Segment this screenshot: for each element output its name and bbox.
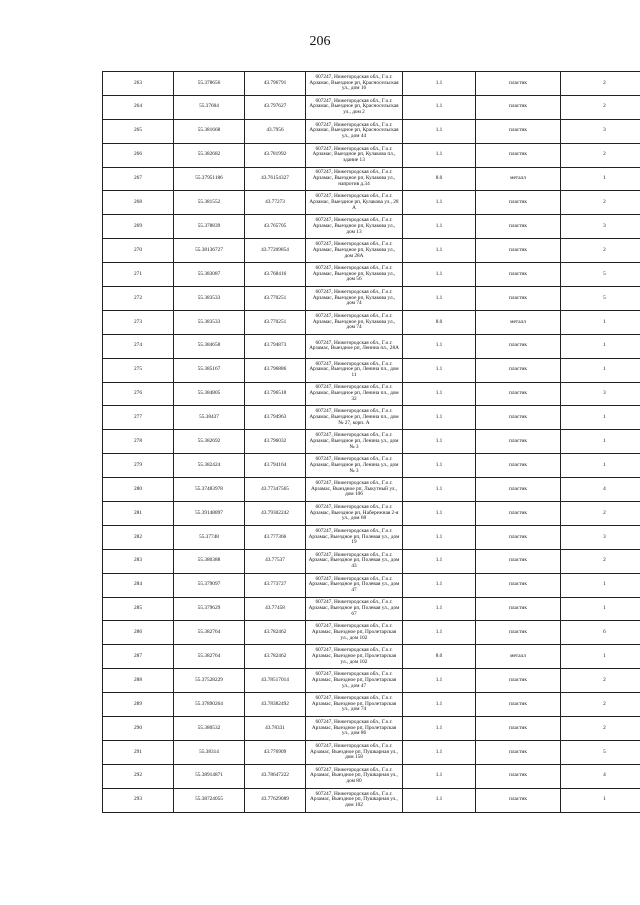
volume-cell: 1.1 (403, 764, 476, 788)
longitude-cell: 43.79302242 (245, 502, 306, 526)
latitude-cell: 55.37748 (174, 525, 245, 549)
table-row (103, 525, 640, 549)
longitude-cell: 43.781992 (245, 143, 306, 167)
latitude-cell: 55.381552 (174, 191, 245, 215)
latitude-cell: 55.37951186 (174, 167, 245, 191)
row-number: 290 (103, 717, 174, 741)
count-cell: 1 (561, 788, 640, 812)
material-cell: пластик (476, 382, 561, 406)
volume-cell: 1.1 (403, 263, 476, 287)
latitude-cell: 55.384658 (174, 334, 245, 358)
table-row (103, 334, 640, 358)
address-cell: 607247, Нижегородская обл., Г.о.г. Арзамас, Выездное рп, Красносельская ул., дом 44 (306, 119, 403, 143)
table-row (103, 358, 640, 382)
material-cell: пластик (476, 406, 561, 430)
volume-cell: 8.0 (403, 310, 476, 334)
volume-cell: 1.1 (403, 788, 476, 812)
material-cell: металл (476, 167, 561, 191)
address-cell: 607247, Нижегородская обл., Г.о.г. Арзамас, Выездное рп, Пушкарная ул., дом 102 (306, 788, 403, 812)
count-cell: 5 (561, 740, 640, 764)
latitude-cell: 55.37483978 (174, 478, 245, 502)
longitude-cell: 43.796518 (245, 382, 306, 406)
longitude-cell: 43.770251 (245, 310, 306, 334)
table-row (103, 72, 640, 96)
latitude-cell: 55.381668 (174, 119, 245, 143)
row-number: 269 (103, 215, 174, 239)
volume-cell: 1.1 (403, 454, 476, 478)
table-body (103, 72, 640, 813)
address-cell: 607247, Нижегородская обл., Г.о.г. Арзамас, Выездное рп, Пролетарская ул., дом 86 (306, 717, 403, 741)
row-number: 283 (103, 549, 174, 573)
address-cell: 607247, Нижегородская обл., Г.о.г. Арзамас, Выездное рп, Ленина пл., дом № 27, корп. А (306, 406, 403, 430)
material-cell: пластик (476, 287, 561, 311)
material-cell: пластик (476, 215, 561, 239)
count-cell: 3 (561, 119, 640, 143)
count-cell: 1 (561, 454, 640, 478)
page-number: 206 (309, 34, 331, 49)
volume-cell: 1.1 (403, 502, 476, 526)
row-number: 273 (103, 310, 174, 334)
count-cell: 1 (561, 167, 640, 191)
material-cell: пластик (476, 669, 561, 693)
row-number: 284 (103, 573, 174, 597)
row-number: 265 (103, 119, 174, 143)
table-row (103, 669, 640, 693)
address-cell: 607247, Нижегородская обл., Г.о.г. Арзамас, Выездное рп, Полевая ул., дом 47 (306, 573, 403, 597)
longitude-cell: 43.776909 (245, 740, 306, 764)
row-number: 271 (103, 263, 174, 287)
table-row (103, 382, 640, 406)
count-cell: 1 (561, 334, 640, 358)
volume-cell: 1.1 (403, 478, 476, 502)
volume-cell: 1.1 (403, 549, 476, 573)
count-cell: 6 (561, 621, 640, 645)
longitude-cell: 43.78382492 (245, 693, 306, 717)
count-cell: 2 (561, 95, 640, 119)
material-cell: пластик (476, 478, 561, 502)
longitude-cell: 43.770251 (245, 287, 306, 311)
latitude-cell: 55.382692 (174, 430, 245, 454)
count-cell: 3 (561, 382, 640, 406)
longitude-cell: 43.78331 (245, 717, 306, 741)
table-row (103, 406, 640, 430)
latitude-cell: 55.380388 (174, 549, 245, 573)
longitude-cell: 43.794873 (245, 334, 306, 358)
volume-cell: 1.1 (403, 525, 476, 549)
table-row (103, 215, 640, 239)
longitude-cell: 43.77209854 (245, 239, 306, 263)
latitude-cell: 55.38314 (174, 740, 245, 764)
row-number: 264 (103, 95, 174, 119)
table-row (103, 119, 640, 143)
count-cell: 2 (561, 549, 640, 573)
material-cell: пластик (476, 717, 561, 741)
count-cell: 2 (561, 72, 640, 96)
latitude-cell: 55.37890264 (174, 693, 245, 717)
count-cell: 1 (561, 430, 640, 454)
row-number: 274 (103, 334, 174, 358)
latitude-cell: 55.37604 (174, 95, 245, 119)
material-cell: пластик (476, 143, 561, 167)
volume-cell: 1.1 (403, 239, 476, 263)
address-cell: 607247, Нижегородская обл., Г.о.г. Арзамас, Выездное рп, Пролетарская ул., дом 102 (306, 645, 403, 669)
latitude-cell: 55.382682 (174, 143, 245, 167)
address-cell: 607247, Нижегородская обл., Г.о.г. Арзамас, Выездное рп, Пушкарная ул., дом 80 (306, 764, 403, 788)
count-cell: 2 (561, 191, 640, 215)
volume-cell: 1.1 (403, 669, 476, 693)
volume-cell: 1.1 (403, 573, 476, 597)
volume-cell: 8.0 (403, 645, 476, 669)
volume-cell: 1.1 (403, 406, 476, 430)
count-cell: 2 (561, 669, 640, 693)
address-cell: 607247, Нижегородская обл., Г.о.г. Арзамас, Выездное рп, Пролетарская ул., дом 47 (306, 669, 403, 693)
latitude-cell: 55.39148897 (174, 502, 245, 526)
table-row (103, 597, 640, 621)
count-cell: 1 (561, 573, 640, 597)
material-cell: пластик (476, 95, 561, 119)
table-row (103, 143, 640, 167)
material-cell: пластик (476, 740, 561, 764)
table-row (103, 478, 640, 502)
volume-cell: 1.1 (403, 693, 476, 717)
latitude-cell: 55.383533 (174, 287, 245, 311)
longitude-cell: 43.77537 (245, 549, 306, 573)
row-number: 285 (103, 597, 174, 621)
count-cell: 4 (561, 478, 640, 502)
count-cell: 1 (561, 310, 640, 334)
volume-cell: 1.1 (403, 143, 476, 167)
material-cell: пластик (476, 549, 561, 573)
volume-cell: 1.1 (403, 430, 476, 454)
table-row (103, 621, 640, 645)
address-cell: 607247, Нижегородская обл., Г.о.г. Арзамас, Выездное рп, Ленина пл., дом 32 (306, 382, 403, 406)
row-number: 268 (103, 191, 174, 215)
row-number: 263 (103, 72, 174, 96)
row-number: 266 (103, 143, 174, 167)
count-cell: 5 (561, 263, 640, 287)
material-cell: пластик (476, 573, 561, 597)
table-row (103, 693, 640, 717)
material-cell: пластик (476, 72, 561, 96)
volume-cell: 1.1 (403, 740, 476, 764)
table-row (103, 717, 640, 741)
table-row (103, 740, 640, 764)
latitude-cell: 55.383533 (174, 310, 245, 334)
volume-cell: 1.1 (403, 334, 476, 358)
address-cell: 607247, Нижегородская обл., Г.о.г. Арзамас, Выездное рп, Пролетарская ул., дом 74 (306, 693, 403, 717)
table-row (103, 310, 640, 334)
count-cell: 2 (561, 502, 640, 526)
volume-cell: 1.1 (403, 717, 476, 741)
latitude-cell: 55.38724055 (174, 788, 245, 812)
address-cell: 607247, Нижегородская обл., Г.о.г. Арзамас, Выездное рп, Ленина пл., 28А (306, 334, 403, 358)
latitude-cell: 55.38914871 (174, 764, 245, 788)
latitude-cell: 55.383087 (174, 263, 245, 287)
longitude-cell: 43.794164 (245, 454, 306, 478)
longitude-cell: 43.782462 (245, 621, 306, 645)
address-cell: 607247, Нижегородская обл., Г.о.г. Арзамас, Выездное рп, Кулакова ул., дом 74 (306, 287, 403, 311)
latitude-cell: 55.379629 (174, 597, 245, 621)
row-number: 275 (103, 358, 174, 382)
count-cell: 2 (561, 717, 640, 741)
material-cell: пластик (476, 430, 561, 454)
material-cell: пластик (476, 597, 561, 621)
table-row (103, 167, 640, 191)
row-number: 276 (103, 382, 174, 406)
longitude-cell: 43.78517014 (245, 669, 306, 693)
row-number: 291 (103, 740, 174, 764)
longitude-cell: 43.77347565 (245, 478, 306, 502)
latitude-cell: 55.385167 (174, 358, 245, 382)
volume-cell: 8.0 (403, 167, 476, 191)
material-cell: металл (476, 310, 561, 334)
address-cell: 607247, Нижегородская обл., Г.о.г. Арзамас, Выездное рп, Ленина пл., дом 11 (306, 358, 403, 382)
address-cell: 607247, Нижегородская обл., Г.о.г. Арзамас, Выездное рп, Набережная 2-я ул., дом 68 (306, 502, 403, 526)
row-number: 293 (103, 788, 174, 812)
address-cell: 607247, Нижегородская обл., Г.о.г. Арзамас, Выездное рп, Красносельская ул., дом 2 (306, 95, 403, 119)
count-cell: 2 (561, 143, 640, 167)
row-number: 279 (103, 454, 174, 478)
address-cell: 607247, Нижегородская обл., Г.о.г. Арзамас, Выездное рп, Кулакова ул., напротив д.34 (306, 167, 403, 191)
address-cell: 607247, Нижегородская обл., Г.о.г. Арзамас, Выездное рп, Ленина ул., дом № 3 (306, 454, 403, 478)
table-row (103, 573, 640, 597)
address-cell: 607247, Нижегородская обл., Г.о.г. Арзамас, Выездное рп, Полевая ул., дом 67 (306, 597, 403, 621)
volume-cell: 1.1 (403, 119, 476, 143)
address-cell: 607247, Нижегородская обл., Г.о.г. Арзамас, Выездное рп, Красносельская ул., дом 16 (306, 72, 403, 96)
address-cell: 607247, Нижегородская обл., Г.о.г. Арзамас, Выездное рп, Кулакова ул., дом 28А (306, 239, 403, 263)
material-cell: пластик (476, 788, 561, 812)
address-cell: 607247, Нижегородская обл., Г.о.г. Арзамас, Выездное рп, Полевая ул., дом 19 (306, 525, 403, 549)
address-cell: 607247, Нижегородская обл., Г.о.г. Арзамас, Выездное рп, Кулакова ул., дом 74 (306, 310, 403, 334)
volume-cell: 1.1 (403, 382, 476, 406)
table-row (103, 764, 640, 788)
volume-cell: 1.1 (403, 72, 476, 96)
table-row (103, 645, 640, 669)
address-cell: 607247, Нижегородская обл., Г.о.г. Арзамас, Выездное рп, Кулакова ул., дом 13 (306, 215, 403, 239)
material-cell: пластик (476, 621, 561, 645)
longitude-cell: 43.773727 (245, 573, 306, 597)
address-cell: 607247, Нижегородская обл., Г.о.г. Арзамас, Выездное рп, Кулакова пл., здание 13 (306, 143, 403, 167)
volume-cell: 1.1 (403, 621, 476, 645)
latitude-cell: 55.378656 (174, 72, 245, 96)
volume-cell: 1.1 (403, 215, 476, 239)
latitude-cell: 55.380532 (174, 717, 245, 741)
material-cell: пластик (476, 119, 561, 143)
row-number: 272 (103, 287, 174, 311)
row-number: 282 (103, 525, 174, 549)
table-row (103, 502, 640, 526)
table-row (103, 95, 640, 119)
latitude-cell: 55.382764 (174, 645, 245, 669)
latitude-cell: 55.382424 (174, 454, 245, 478)
latitude-cell: 55.378839 (174, 215, 245, 239)
row-number: 270 (103, 239, 174, 263)
material-cell: пластик (476, 454, 561, 478)
longitude-cell: 43.796886 (245, 358, 306, 382)
material-cell: пластик (476, 693, 561, 717)
volume-cell: 1.1 (403, 597, 476, 621)
row-number: 288 (103, 669, 174, 693)
material-cell: пластик (476, 502, 561, 526)
latitude-cell: 55.38136727 (174, 239, 245, 263)
address-cell: 607247, Нижегородская обл., Г.о.г. Арзамас, Выездное рп, Кулакова ул., дом 56 (306, 263, 403, 287)
count-cell: 5 (561, 287, 640, 311)
table-row (103, 239, 640, 263)
table-row (103, 287, 640, 311)
container-sites-table (102, 71, 640, 813)
address-cell: 607247, Нижегородская обл., Г.о.г. Арзамас, Выездное рп, Ленина ул., дом № 3 (306, 430, 403, 454)
row-number: 289 (103, 693, 174, 717)
latitude-cell: 55.37528229 (174, 669, 245, 693)
table-row (103, 191, 640, 215)
material-cell: пластик (476, 191, 561, 215)
longitude-cell: 43.77629089 (245, 788, 306, 812)
address-cell: 607247, Нижегородская обл., Г.о.г. Арзамас, Выездное рп, Полевая ул., дом 43 (306, 549, 403, 573)
latitude-cell: 55.382764 (174, 621, 245, 645)
volume-cell: 1.1 (403, 358, 476, 382)
longitude-cell: 43.782462 (245, 645, 306, 669)
material-cell: пластик (476, 263, 561, 287)
row-number: 277 (103, 406, 174, 430)
row-number: 267 (103, 167, 174, 191)
latitude-cell: 55.384805 (174, 382, 245, 406)
material-cell: пластик (476, 764, 561, 788)
table-row (103, 549, 640, 573)
address-cell: 607247, Нижегородская обл., Г.о.г. Арзамас, Выездное рп, Пролетарская ул., дом 102 (306, 621, 403, 645)
count-cell: 1 (561, 645, 640, 669)
longitude-cell: 43.77273 (245, 191, 306, 215)
table-row (103, 788, 640, 812)
longitude-cell: 43.76154327 (245, 167, 306, 191)
longitude-cell: 43.777366 (245, 525, 306, 549)
address-cell: 607247, Нижегородская обл., Г.о.г. Арзамас, Выездное рп, Кулакова ул., 28 А (306, 191, 403, 215)
count-cell: 1 (561, 597, 640, 621)
material-cell: пластик (476, 334, 561, 358)
longitude-cell: 43.794963 (245, 406, 306, 430)
material-cell: пластик (476, 525, 561, 549)
latitude-cell: 55.379097 (174, 573, 245, 597)
material-cell: металл (476, 645, 561, 669)
address-cell: 607247, Нижегородская обл., Г.о.г. Арзамас, Выездное рп, Пушкарная ул., дом 158 (306, 740, 403, 764)
longitude-cell: 43.78647222 (245, 764, 306, 788)
count-cell: 4 (561, 764, 640, 788)
count-cell: 3 (561, 525, 640, 549)
address-cell: 607247, Нижегородская обл., Г.о.г. Арзамас, Выездное рп, Лыкутный ул., дом 106 (306, 478, 403, 502)
row-number: 286 (103, 621, 174, 645)
longitude-cell: 43.768416 (245, 263, 306, 287)
volume-cell: 1.1 (403, 95, 476, 119)
longitude-cell: 43.77458 (245, 597, 306, 621)
table-row (103, 454, 640, 478)
longitude-cell: 43.796032 (245, 430, 306, 454)
row-number: 292 (103, 764, 174, 788)
volume-cell: 1.1 (403, 287, 476, 311)
row-number: 281 (103, 502, 174, 526)
count-cell: 2 (561, 693, 640, 717)
volume-cell: 1.1 (403, 191, 476, 215)
latitude-cell: 55.38437 (174, 406, 245, 430)
longitude-cell: 43.765705 (245, 215, 306, 239)
count-cell: 1 (561, 358, 640, 382)
row-number: 280 (103, 478, 174, 502)
table-row (103, 430, 640, 454)
row-number: 278 (103, 430, 174, 454)
count-cell: 1 (561, 406, 640, 430)
longitude-cell: 43.796791 (245, 72, 306, 96)
count-cell: 3 (561, 215, 640, 239)
count-cell: 2 (561, 239, 640, 263)
table-row (103, 263, 640, 287)
material-cell: пластик (476, 358, 561, 382)
material-cell: пластик (476, 239, 561, 263)
longitude-cell: 43.7956 (245, 119, 306, 143)
longitude-cell: 43.797627 (245, 95, 306, 119)
row-number: 287 (103, 645, 174, 669)
